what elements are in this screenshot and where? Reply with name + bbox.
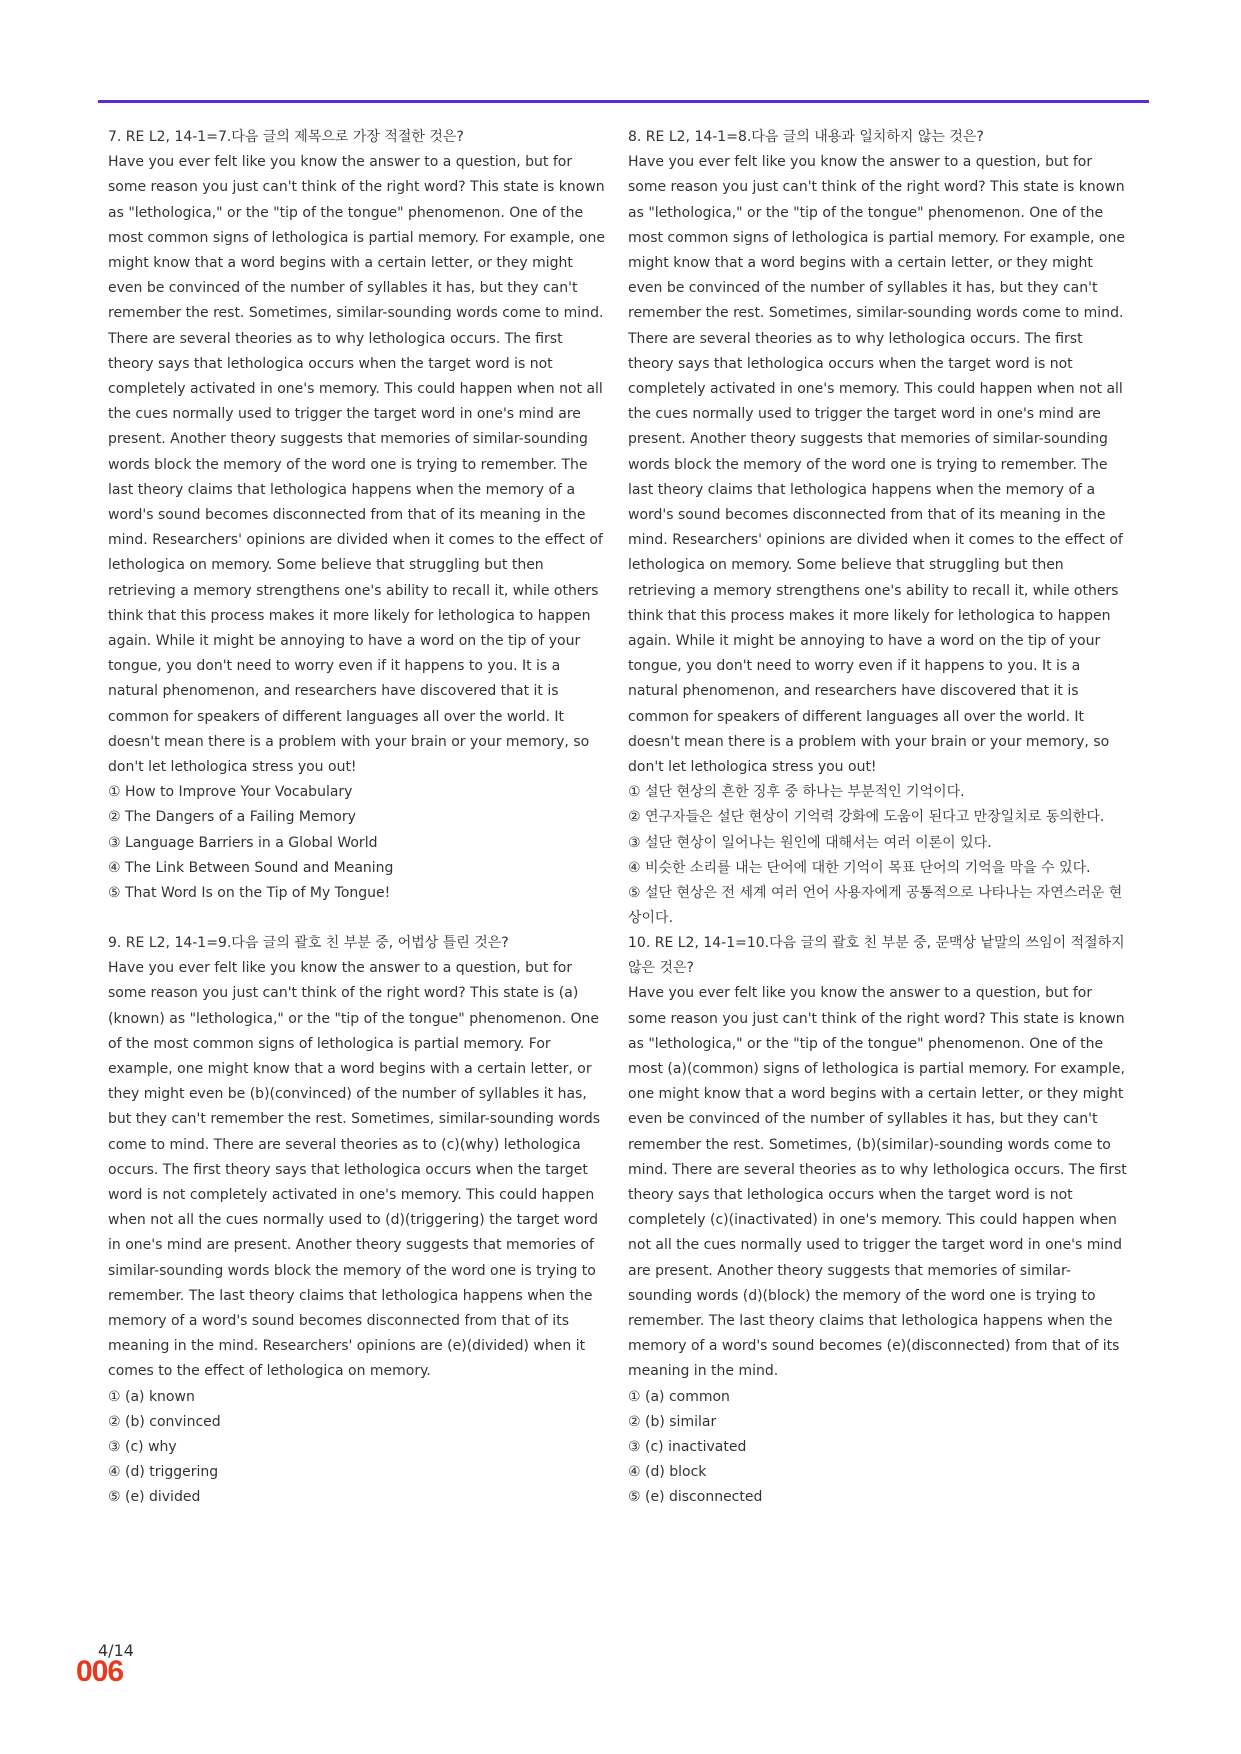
choice-3[interactable]: ③ 설단 현상이 일어나는 원인에 대해서는 여러 이론이 있다. xyxy=(628,834,992,851)
choice-2[interactable]: ② (b) convinced xyxy=(108,1413,221,1430)
choice-3[interactable]: ③ Language Barriers in a Global World xyxy=(108,834,378,851)
choice-5[interactable]: ⑤ 설단 현상은 전 세계 여러 언어 사용자에게 공통적으로 나타나는 자연스러운 현상이다. xyxy=(628,885,1123,927)
choice-list xyxy=(108,780,610,906)
choice-4[interactable]: ④ (d) block xyxy=(628,1464,707,1481)
passage-text: Have you ever felt like you know the answer to a question, but for some reason you just can't think of the right word? This state is known as "lethologica," or the "tip of the tongue" phenomenon. One of the most (a)(common) signs of lethologica is partial memory. For example, one might know that a word begins with a certain letter, or they might even be convinced of the number of syllables it has, but they can't remember the rest. Sometimes, (b)(similar)-sounding words come to mind. There are several theories as to why lethologica occurs. The first theory says that lethologica occurs when the target word is not completely (c)(inactivated) in one's memory. This could happen when not all the cues normally used to trigger the target word in one's mind are present. Another theory suggests that memories of similar-sounding words (d)(block) the memory of the word one is trying to remember. The last theory claims that lethologica happens when the memory of a word's sound becomes (e)(disconnected) from that of its meaning in the mind. xyxy=(628,985,1127,1380)
question-title: 8. RE L2, 14-1=8.다음 글의 내용과 일치하지 않는 것은? xyxy=(628,129,984,145)
choice-4[interactable]: ④ 비슷한 소리를 내는 단어에 대한 기억이 목표 단어의 기억을 막을 수 있다. xyxy=(628,859,1091,876)
question-8 xyxy=(628,125,1130,932)
passage-text: Have you ever felt like you know the answer to a question, but for some reason you just can't think of the right word? This state is known as "lethologica," or the "tip of the tongue" phenomenon. One of the most common signs of lethologica is partial memory. For example, one might know that a word begins with a certain letter, or they might even be convinced of the number of syllables it has, but they can't remember the rest. Sometimes, similar-sounding words come to mind. There are several theories as to why lethologica occurs. The first theory says that lethologica occurs when the target word is not completely activated in one's memory. This could happen when not all the cues normally used to trigger the target word in one's mind are present. Another theory suggests that memories of similar-sounding words block the memory of the word one is trying to remember. The last theory claims that lethologica happens when the memory of a word's sound becomes disconnected from that of its meaning in the mind. Researchers' opinions are divided when it comes to the effect of lethologica on memory. Some believe that struggling but then retrieving a memory strengthens one's ability to recall it, while others think that this process makes it more likely for lethologica to happen again. While it might be annoying to have a word on the tip of your tongue, you don't need to worry even if it happens to you. It is a natural phenomenon, and researchers have discovered that it is common for speakers of different languages all over the world. It doesn't mean there is a problem with your brain or your memory, so don't let lethologica stress you out! xyxy=(628,154,1125,776)
question-title: 10. RE L2, 14-1=10.다음 글의 괄호 친 부분 중, 문맥상 낱말의 쓰임이 적절하지 않은 것은? xyxy=(628,935,1125,977)
question-title: 7. RE L2, 14-1=7.다음 글의 제목으로 가장 적절한 것은? xyxy=(108,129,464,145)
choice-3[interactable]: ③ (c) why xyxy=(108,1439,177,1456)
choice-list xyxy=(108,1385,610,1511)
choice-2[interactable]: ② The Dangers of a Failing Memory xyxy=(108,809,356,826)
choice-1[interactable]: ① (a) common xyxy=(628,1388,730,1405)
page-number: 4/14 xyxy=(98,1641,134,1660)
choice-1[interactable]: ① 설단 현상의 흔한 징후 중 하나는 부분적인 기억이다. xyxy=(628,784,965,801)
choice-4[interactable]: ④ (d) triggering xyxy=(108,1464,219,1481)
choice-4[interactable]: ④ The Link Between Sound and Meaning xyxy=(108,859,394,876)
choice-1[interactable]: ① (a) known xyxy=(108,1388,195,1405)
question-10 xyxy=(628,931,1130,1511)
choice-5[interactable]: ⑤ That Word Is on the Tip of My Tongue! xyxy=(108,885,391,902)
choice-2[interactable]: ② 연구자들은 설단 현상이 기억력 강화에 도움이 된다고 만장일치로 동의한다. xyxy=(628,809,1105,826)
choice-2[interactable]: ② (b) similar xyxy=(628,1413,717,1430)
passage-text: Have you ever felt like you know the answer to a question, but for some reason you just can't think of the right word? This state is (a)(known) as "lethologica," or the "tip of the tongue" phenomenon. One of the most common signs of lethologica is partial memory. For example, one might know that a word begins with a certain letter, or they might even be (b)(convinced) of the number of syllables it has, but they can't remember the rest. Sometimes, similar-sounding words come to mind. There are several theories as to (c)(why) lethologica occurs. The first theory says that lethologica occurs when the target word is not completely activated in one's memory. This could happen when not all the cues normally used to (d)(triggering) the target word in one's mind are present. Another theory suggests that memories of similar-sounding words block the memory of the word one is trying to remember. The last theory claims that lethologica happens when the memory of a word's sound becomes disconnected from that of its meaning in the mind. Researchers' opinions are (e)(divided) when it comes to the effect of lethologica on memory. xyxy=(108,960,601,1380)
header-rule xyxy=(98,100,1149,103)
question-7 xyxy=(108,125,610,906)
choice-list xyxy=(628,780,1130,931)
choice-5[interactable]: ⑤ (e) disconnected xyxy=(628,1489,763,1506)
question-9 xyxy=(108,931,610,1511)
choice-5[interactable]: ⑤ (e) divided xyxy=(108,1489,201,1506)
choice-3[interactable]: ③ (c) inactivated xyxy=(628,1439,747,1456)
passage-text: Have you ever felt like you know the answer to a question, but for some reason you just can't think of the right word? This state is known as "lethologica," or the "tip of the tongue" phenomenon. One of the most common signs of lethologica is partial memory. For example, one might know that a word begins with a certain letter, or they might even be convinced of the number of syllables it has, but they can't remember the rest. Sometimes, similar-sounding words come to mind. There are several theories as to why lethologica occurs. The first theory says that lethologica occurs when the target word is not completely activated in one's memory. This could happen when not all the cues normally used to trigger the target word in one's mind are present. Another theory suggests that memories of similar-sounding words block the memory of the word one is trying to remember. The last theory claims that lethologica happens when the memory of a word's sound becomes disconnected from that of its meaning in the mind. Researchers' opinions are divided when it comes to the effect of lethologica on memory. Some believe that struggling but then retrieving a memory strengthens one's ability to recall it, while others think that this process makes it more likely for lethologica to happen again. While it might be annoying to have a word on the tip of your tongue, you don't need to worry even if it happens to you. It is a natural phenomenon, and researchers have discovered that it is common for speakers of different languages all over the world. It doesn't mean there is a problem with your brain or your memory, so don't let lethologica stress you out! xyxy=(108,154,605,776)
choice-list xyxy=(628,1385,1130,1511)
set-code: 006 xyxy=(76,1655,124,1688)
choice-1[interactable]: ① How to Improve Your Vocabulary xyxy=(108,784,353,801)
question-title: 9. RE L2, 14-1=9.다음 글의 괄호 친 부분 중, 어법상 틀린 것은? xyxy=(108,935,509,951)
